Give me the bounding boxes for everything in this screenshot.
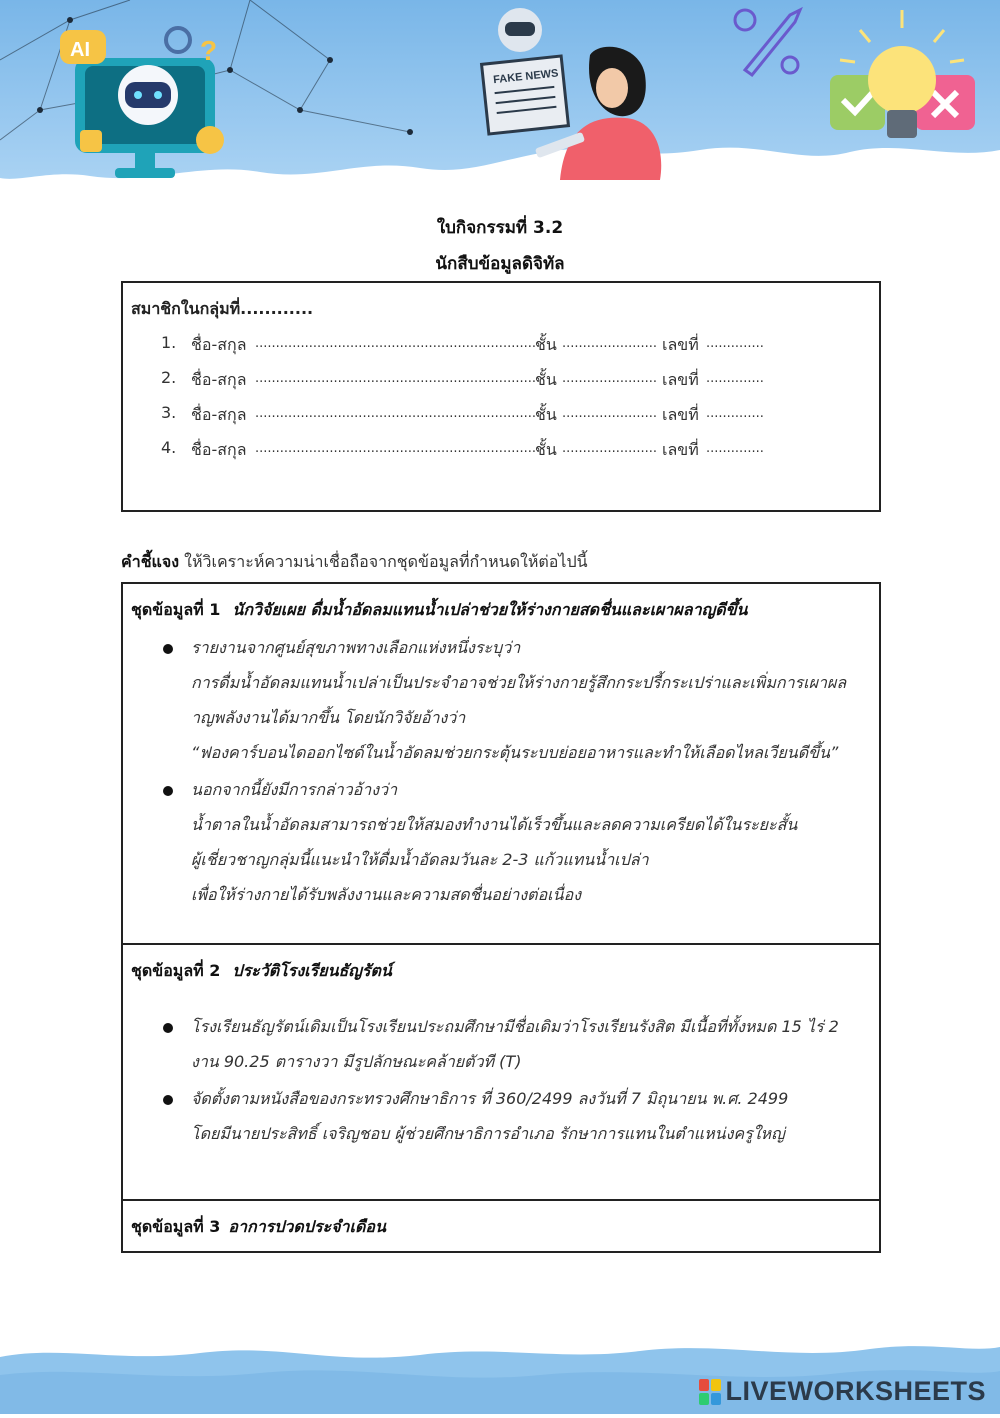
dataset-heading — [131, 598, 747, 623]
bullet-dot — [163, 786, 173, 796]
dataset-line: งาน 90.25 ตารางวา มีรูปลักษณะคล้ายตัวที (T) — [191, 1052, 522, 1071]
class-label: ชั้น — [535, 370, 557, 389]
dataset-line: การดื่มน้ำอัดลมแทนน้ำเปล่าเป็นประจำอาจช่วยให้ร่างกายรู้สึกกระปรี้กระเปร่าและเพิ่มการเผาผล — [191, 673, 847, 692]
class-label: ชั้น — [535, 335, 557, 354]
dataset-label: ชุดข้อมูลที่ 2 — [131, 961, 221, 980]
dataset-line: รายงานจากศูนย์สุขภาพทางเลือกแห่งหนึ่งระบุว่า — [191, 638, 521, 657]
name-field[interactable]: ..................................................................... — [255, 371, 541, 386]
svg-text:FAKE NEWS: FAKE NEWS — [492, 67, 559, 87]
datasets-box — [121, 582, 881, 1253]
member-number: 4. — [161, 438, 177, 457]
name-label: ชื่อ-สกุล — [191, 335, 247, 354]
class-label: ชั้น — [535, 405, 557, 424]
dataset-line: จัดตั้งตามหนังสือของกระทรวงศึกษาธิการ ที่ 360/2499 ลงวันที่ 7 มิถุนายน พ.ศ. 2499 — [191, 1089, 789, 1108]
dataset-line: โรงเรียนธัญรัตน์เดิมเป็นโรงเรียนประถมศึกษามีชื่อเดิมว่าโรงเรียนรังสิต มีเนื้อที่ทั้งหมด 15 ไร่ 2 — [191, 1017, 839, 1036]
name-label: ชื่อ-สกุล — [191, 370, 247, 389]
dataset-line: เพื่อให้ร่างกายได้รับพลังงานและความสดชื่นอย่างต่อเนื่อง — [191, 885, 581, 904]
dataset-section — [123, 584, 879, 945]
instructions-label: คำชี้แจง — [121, 552, 180, 571]
dataset-line: นอกจากนี้ยังมีการกล่าวอ้างว่า — [191, 780, 398, 799]
number-field[interactable]: .............. — [706, 371, 764, 386]
activity-title: ใบกิจกรรมที่ 3.2 — [436, 218, 564, 238]
members-box — [121, 281, 881, 512]
member-number: 1. — [161, 333, 177, 352]
logo-text: LIVEWORKSHEETS — [725, 1376, 986, 1406]
class-label: ชั้น — [535, 440, 557, 459]
dataset-heading — [131, 959, 392, 984]
number-label: เลขที่ — [662, 335, 699, 354]
class-field[interactable]: ....................... — [562, 406, 658, 421]
dataset-line: ผู้เชี่ยวชาญกลุ่มนี้แนะนำให้ดื่มน้ำอัดลมวันละ 2-3 แก้วแทนน้ำเปล่า — [191, 850, 649, 869]
svg-text:AI: AI — [70, 39, 90, 61]
name-label: ชื่อ-สกุล — [191, 440, 247, 459]
name-field[interactable]: ..................................................................... — [255, 406, 541, 421]
banner-illustration — [0, 0, 1000, 200]
dataset-label: ชุดข้อมูลที่ 1 — [131, 600, 221, 619]
member-number: 3. — [161, 403, 177, 422]
dataset-line: โดยมีนายประสิทธิ์ เจริญชอบ ผู้ช่วยศึกษาธิการอำเภอ รักษาการแทนในตำแหน่งครูใหญ่ — [191, 1124, 785, 1143]
bullet-dot — [163, 1095, 173, 1105]
number-label: เลขที่ — [662, 370, 699, 389]
dataset-line: น้ำตาลในน้ำอัดลมสามารถช่วยให้สมองทำงานได้เร็วขึ้นและลดความเครียดได้ในระยะสั้น — [191, 815, 798, 834]
dataset-title: อาการปวดประจำเดือน — [228, 1217, 386, 1236]
dataset-line: “ฟองคาร์บอนไดออกไซด์ในน้ำอัดลมช่วยกระตุ้นระบบย่อยอาหารและทำให้เลือดไหลเวียนดีขึ้น” — [191, 743, 839, 762]
activity-subtitle: นักสืบข้อมูลดิจิทัล — [435, 254, 565, 274]
number-field[interactable]: .............. — [706, 441, 764, 456]
class-field[interactable]: ....................... — [562, 441, 658, 456]
top-banner — [0, 0, 1000, 200]
number-label: เลขที่ — [662, 440, 699, 459]
class-field[interactable]: ....................... — [562, 336, 658, 351]
name-field[interactable]: ..................................................................... — [255, 336, 541, 351]
bullet-dot — [163, 1023, 173, 1033]
class-field[interactable]: ....................... — [562, 371, 658, 386]
instructions-text: ให้วิเคราะห์ความน่าเชื่อถือจากชุดข้อมูลที่กำหนดให้ต่อไปนี้ — [184, 552, 588, 571]
name-field[interactable]: ..................................................................... — [255, 441, 541, 456]
dataset-heading — [131, 1215, 386, 1240]
dataset-section — [123, 1201, 879, 1251]
dataset-section — [123, 945, 879, 1201]
liveworksheets-logo[interactable] — [699, 1376, 986, 1407]
svg-text:?: ? — [200, 35, 218, 66]
dataset-label: ชุดข้อมูลที่ 3 — [131, 1217, 221, 1236]
number-label: เลขที่ — [662, 405, 699, 424]
liveworksheets-mark-icon — [699, 1379, 721, 1405]
dataset-line: าญพลังงานได้มากขึ้น โดยนักวิจัยอ้างว่า — [191, 708, 466, 727]
number-field[interactable]: .............. — [706, 406, 764, 421]
dataset-title: ประวัติโรงเรียนธัญรัตน์ — [232, 961, 392, 980]
instructions — [121, 550, 588, 575]
member-number: 2. — [161, 368, 177, 387]
bullet-dot — [163, 644, 173, 654]
number-field[interactable]: .............. — [706, 336, 764, 351]
dataset-title: นักวิจัยเผย ดื่มน้ำอัดลมแทนน้ำเปล่าช่วยให้ร่างกายสดชื่นและเผาผลาญดีขึ้น — [232, 600, 748, 619]
members-heading: สมาชิกในกลุ่มที่............ — [131, 299, 314, 318]
name-label: ชื่อ-สกุล — [191, 405, 247, 424]
